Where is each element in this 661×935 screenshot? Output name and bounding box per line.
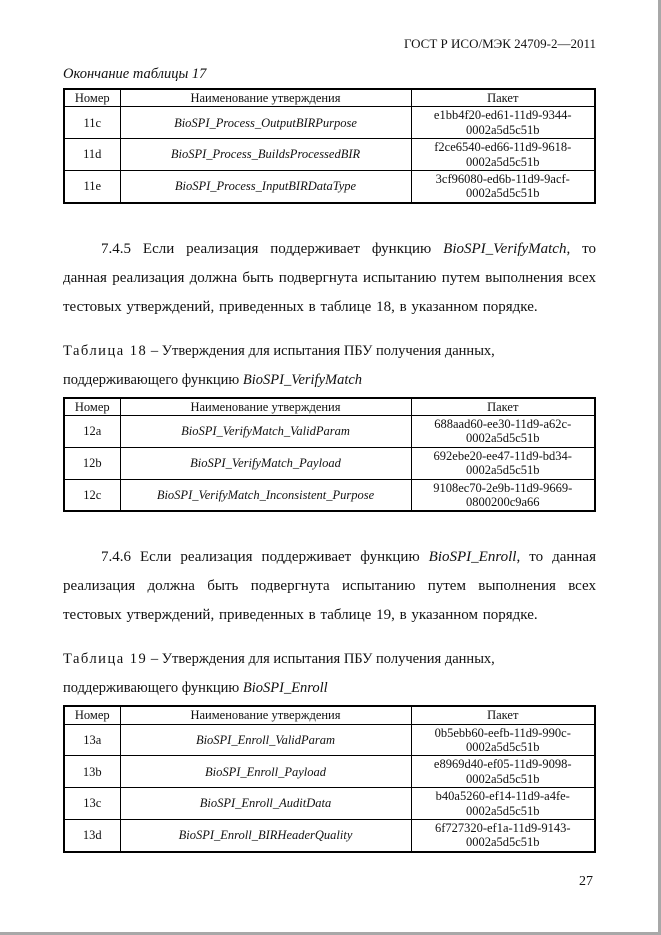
package-uuid: 3cf96080-ed6b-11d9-9acf-0002a5d5c51b (411, 170, 595, 202)
paragraph-text: , то данная реализация должна быть подвергнута испытанию путем выполнения всех тестовых утверждений, приведенных в таблице 18, в указанном порядке. (63, 240, 596, 315)
paragraph-text: 7.4.6 Если реализация поддерживает функцию (101, 549, 429, 566)
paragraph-text: 7.4.5 Если реализация поддерживает функцию (101, 240, 444, 257)
assertion-name: BioSPI_VerifyMatch_Payload (120, 447, 411, 479)
table-18-caption (63, 337, 596, 395)
column-header: Пакет (411, 398, 595, 416)
assertion-number: 12b (64, 447, 120, 479)
table-header-row (64, 706, 595, 724)
column-header: Пакет (411, 706, 595, 724)
package-uuid: b40a5260-ef14-11d9-a4fe-0002a5d5c51b (411, 788, 595, 820)
assertion-number: 13b (64, 756, 120, 788)
paragraph-text: , то данная реализация должна быть подвергнута испытанию путем выполнения всех тестовых утверждений, приведенных в таблице 19, в указанном порядке. (63, 549, 596, 624)
column-header: Номер (64, 398, 120, 416)
paragraph-7-4-5 (63, 235, 596, 322)
assertion-number: 13a (64, 724, 120, 756)
package-uuid: 688aad60-ee30-11d9-a62c-0002a5d5c51b (411, 416, 595, 448)
table-header-row (64, 89, 595, 107)
table-header-row (64, 398, 595, 416)
function-name: BioSPI_VerifyMatch (443, 240, 567, 257)
table-row (64, 724, 595, 756)
assertion-name: BioSPI_Enroll_AuditData (120, 788, 411, 820)
table-row (64, 819, 595, 851)
package-uuid: 6f727320-ef1a-11d9-9143-0002a5d5c51b (411, 819, 595, 851)
document-header: ГОСТ Р ИСО/МЭК 24709-2—2011 (403, 36, 596, 51)
assertion-name: BioSPI_Process_InputBIRDataType (120, 170, 411, 202)
function-name: BioSPI_Enroll (242, 680, 328, 697)
table-row (64, 139, 595, 171)
column-header: Наименование утверждения (120, 89, 411, 107)
column-header: Наименование утверждения (120, 398, 411, 416)
table-row (64, 107, 595, 139)
assertion-number: 11e (64, 170, 120, 202)
package-uuid: 9108ec70-2e9b-11d9-9669-0800200c9a66 (411, 479, 595, 511)
table-row (64, 788, 595, 820)
function-name: BioSPI_Enroll (428, 549, 517, 566)
table-row (64, 447, 595, 479)
assertion-number: 13d (64, 819, 120, 851)
table-19-caption (63, 645, 596, 703)
package-uuid: 692ebe20-ee47-11d9-bd34-0002a5d5c51b (411, 447, 595, 479)
assertion-name: BioSPI_VerifyMatch_Inconsistent_Purpose (120, 479, 411, 511)
table-caption-label: Таблица 18 (63, 342, 148, 359)
table-18 (63, 397, 596, 513)
assertion-number: 13c (64, 788, 120, 820)
package-uuid: 0b5ebb60-eefb-11d9-990c-0002a5d5c51b (411, 724, 595, 756)
table-19 (63, 705, 596, 852)
table-row (64, 170, 595, 202)
table-caption-text: – Утверждения для испытания ПБУ получения данных, поддерживающего функцию (63, 651, 495, 697)
table-row (64, 479, 595, 511)
page-number: 27 (579, 874, 593, 889)
table-row (64, 756, 595, 788)
package-uuid: e1bb4f20-ed61-11d9-9344-0002a5d5c51b (411, 107, 595, 139)
paragraph-7-4-6 (63, 543, 596, 630)
assertion-number: 11c (64, 107, 120, 139)
assertion-number: 12c (64, 479, 120, 511)
table-caption-text: – Утверждения для испытания ПБУ получения данных, поддерживающего функцию (63, 342, 495, 388)
assertion-number: 11d (64, 139, 120, 171)
column-header: Пакет (411, 89, 595, 107)
assertion-name: BioSPI_Enroll_BIRHeaderQuality (120, 819, 411, 851)
assertion-name: BioSPI_Process_OutputBIRPurpose (120, 107, 411, 139)
function-name: BioSPI_VerifyMatch (242, 371, 363, 388)
table-17-end-caption: Окончание таблицы 17 (63, 66, 207, 82)
column-header: Наименование утверждения (120, 706, 411, 724)
table-17-continuation (63, 88, 596, 204)
table-row (64, 416, 595, 448)
assertion-name: BioSPI_VerifyMatch_ValidParam (120, 416, 411, 448)
column-header: Номер (64, 706, 120, 724)
assertion-number: 12a (64, 416, 120, 448)
assertion-name: BioSPI_Enroll_Payload (120, 756, 411, 788)
assertion-name: BioSPI_Process_BuildsProcessedBIR (120, 139, 411, 171)
package-uuid: f2ce6540-ed66-11d9-9618-0002a5d5c51b (411, 139, 595, 171)
assertion-name: BioSPI_Enroll_ValidParam (120, 724, 411, 756)
package-uuid: e8969d40-ef05-11d9-9098-0002a5d5c51b (411, 756, 595, 788)
column-header: Номер (64, 89, 120, 107)
table-caption-label: Таблица 19 (63, 651, 148, 668)
